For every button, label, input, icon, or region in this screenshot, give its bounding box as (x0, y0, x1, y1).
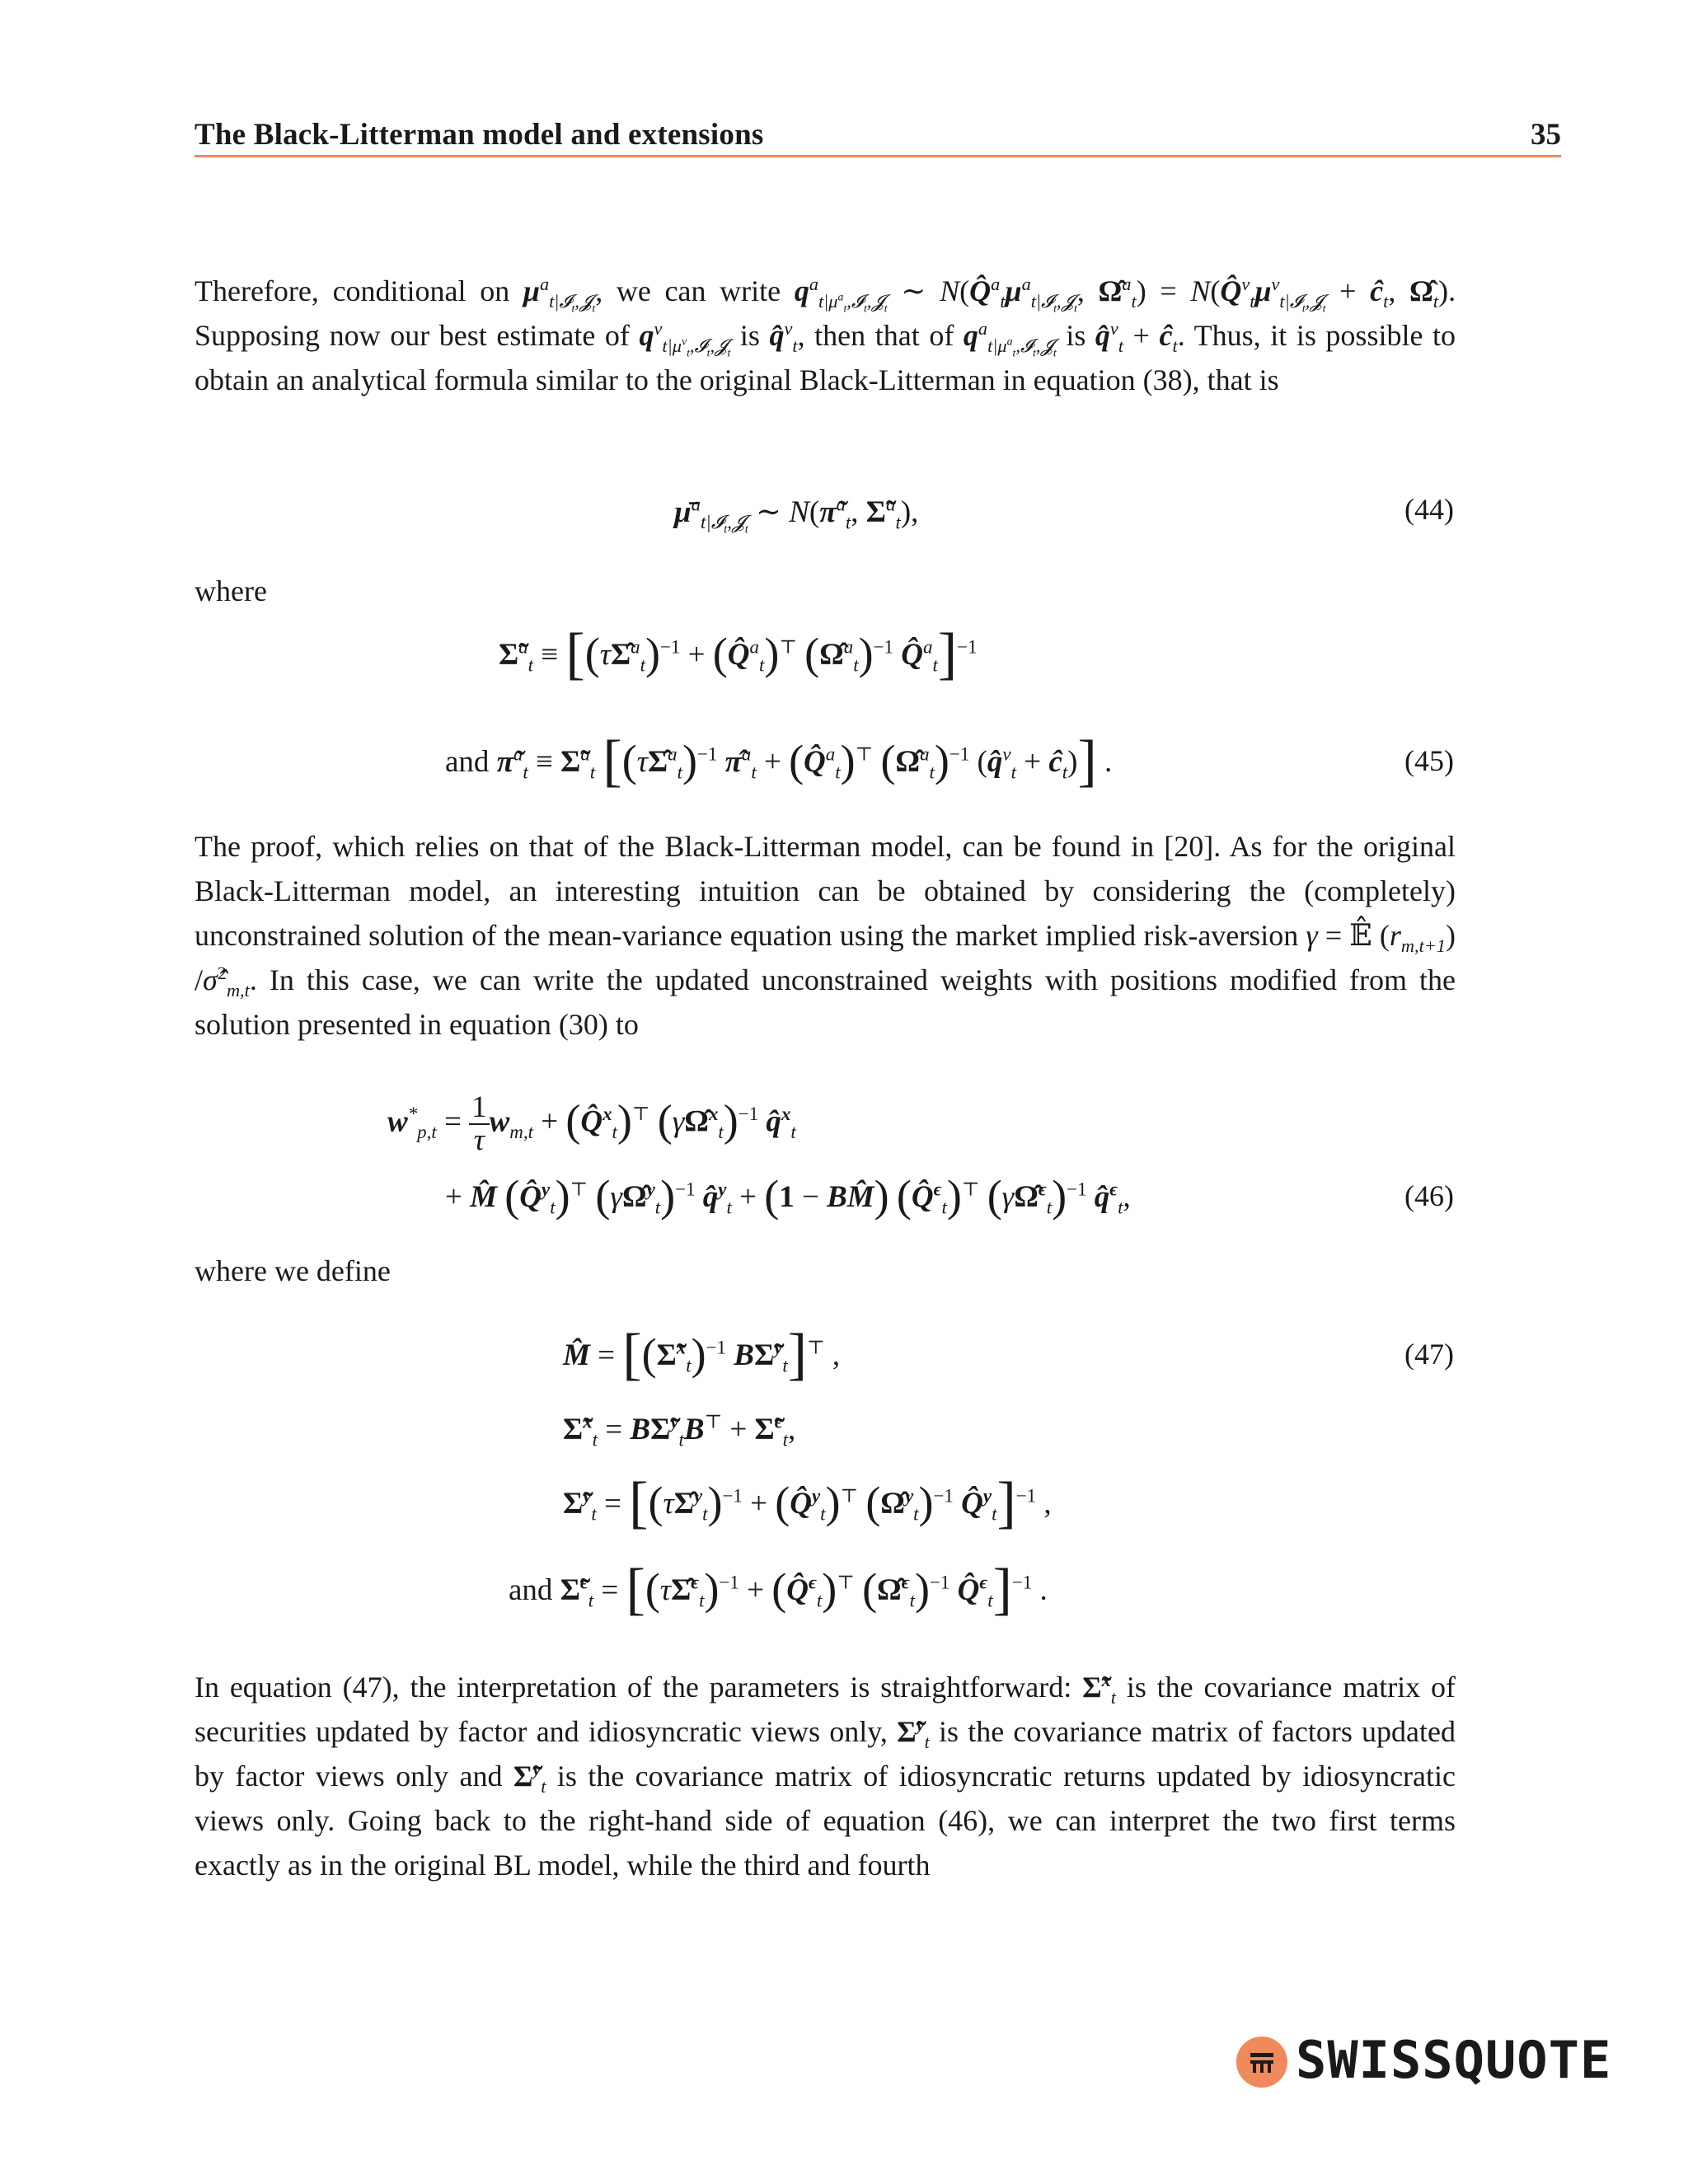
paragraph-2: The proof, which relies on that of the Black-Litterman model, can be found in [20]. As for the original Black-Litterman model, an interesting intuition can be obtained by considering the (completely) unconstrained solution of the mean-variance equation using the market implied risk-aversion γ = 𝔼̂ $(r_{m,t+1})$ /σ̂$^2_{m,t}$. In this case, we can write the updated unconstrained weights with positions modified from the solution presented in equation (30) to (195, 830, 1456, 1041)
equation-45-number: (45) (1404, 744, 1454, 777)
paragraph-3-text-a: In equation (47), the interpretation of the parameters is straightforward: (195, 1671, 1072, 1704)
paragraph-1-text-d: is (739, 319, 760, 352)
header-title: The Black-Litterman model and extensions (195, 118, 764, 152)
running-header (195, 114, 1561, 157)
where-label-2: where we define (195, 1254, 391, 1287)
paragraph-1: Therefore, conditional on $\mu^a_{t|𝓘_t,𝓙_t}$, we can write $q^a_{t|\mu^a_t,𝓘_t,𝓙_t}$ ∼ $N(Q̂^a_t\mu^a_{t|𝓘_t,𝓙_t}$, Ω̂$^a_t$) = $N(Q̂^v_t\mu^v_{t|𝓘_t,𝓙_t}$ + $ĉ_t$, $\Omegâ_t$). Supposing now our best estimate of $q^v_{t|\mu^v_t,𝓘_t,𝓙_t}$ is q̂$^v_t$, then that of $q^a_{t|\mu^a_t,𝓘_t,𝓙_t}$ is q̂$^v_t$ + $ĉ_t$. Thus, it is possible to obtain an analytical formula similar to the original Black-Litterman in equation (38), that is (195, 274, 1456, 396)
equation-44: μ̄$^a_{t|𝓘_t,𝓙_t}$ ∼ N(π̃$^a_t$, Σ̃$^a_t$), (674, 494, 919, 537)
paragraph-2-risk-text: risk-aversion (1143, 919, 1299, 952)
equation-47-line-1: M̂ = [(Σ̃$^x_t$)$^{-1}$ BΣ̃$^y_t$]⊤ , (563, 1323, 841, 1386)
equation-47-line-4: and Σ̃$^\epsilon_t$ = [(τΣ̂$^\epsilon_t$)$^{-1}$ + (Q̂$^\epsilon_t$)⊤ (Ω̂$^\epsilon_t$)$^{-1}$ Q̂$^\epsilon_t$]$^{-1}$ . (509, 1558, 1048, 1621)
equation-47-number: (47) (1404, 1338, 1454, 1371)
swissquote-logo-text: SWISSQUOTE (1296, 2030, 1612, 2090)
swissquote-logo-icon (1236, 2036, 1287, 2088)
paragraph-1-text-g: Thus, it is possible to obtain an analytical formula similar to the original Black-Litterman in equation (38), that is (195, 319, 1456, 396)
paragraph-1-text-c: . Supposing now our best estimate of (195, 274, 1456, 352)
paragraph-3-text-c: is the covariance matrix of factors updated by factor views only and (195, 1715, 1456, 1793)
paragraph-3-text-d: is the covariance matrix of idiosyncratic returns updated by idiosyncratic views only. Going back to the right-hand side of equation (46), we can interpret the two first terms exactly as in the original BL model, while the third and fourth (195, 1760, 1456, 1882)
paragraph-2-text: The proof, which relies on that of the Black-Litterman model, can be found in [20]. As for the original Black-Litterman model, an interesting intuition can be obtained by considering the (completely) unconstrained solution of the mean-variance equation using the market implied (195, 830, 1456, 952)
paragraph-1-text-b: , we can write (595, 274, 781, 307)
paragraph-3: In equation (47), the interpretation of the parameters is straightforward: Σ̃$^x_t$ is the covariance matrix of securities updated by factor and idiosyncratic views only, Σ̃$^y_t$ is the covariance matrix of factors updated by factor views only and Σ̃$^y_t$ is the covariance matrix of idiosyncratic returns updated by idiosyncratic views only. Going back to the right-hand side of equation (46), we can interpret the two first terms exactly as in the original BL model, while the third and fourth (195, 1670, 1456, 1882)
equation-47-line-2: Σ̃$^x_t$ = BΣ̃$^y_t$B⊤ + Σ̃$^\epsilon_t$, (563, 1411, 796, 1451)
equation-46-number: (46) (1404, 1179, 1454, 1212)
equation-46-line-1: $w^*_{p,t}$ = $\frac{1}{\tau}$ $w_{m,t}$ + (Q̂$^x_t$)⊤ (γΩ̂$^x_t$)$^{-1}$ q̂$^x_t$ (387, 1090, 796, 1157)
paragraph-1-text-a: Therefore, conditional on (195, 274, 510, 307)
paragraph-1-text-f: is (1066, 319, 1086, 352)
equation-45-line-1: Σ̃$^a_t$ ≡ [(τΣ̂$^a_t$)$^{-1}$ + (Q̂$^a_t$)⊤ (Ω̂$^a_t$)$^{-1}$ Q̂$^a_t$]$^{-1}$ (499, 622, 978, 686)
page-number: 35 (1531, 118, 1561, 152)
and-word-2: and (509, 1573, 553, 1607)
paragraph-1-text-e: , then that of (797, 319, 954, 352)
paragraph-2-tail-text: . In this case, we can write the updated unconstrained weights with positions modified from the solution presented in equation (30) to (195, 963, 1456, 1041)
and-word-1: and (445, 745, 490, 779)
equation-44-number: (44) (1404, 493, 1454, 526)
paragraph-3-text-b: is the covariance matrix of securities updated by factor and idiosyncratic views only, (195, 1671, 1456, 1748)
equation-47-line-3: Σ̃$^y_t$ = [(τΣ̂$^y_t$)$^{-1}$ + (Q̂$^y_t$)⊤ (Ω̂$^y_t$)$^{-1}$ Q̂$^y_t$]$^{-1}$ , (563, 1471, 1052, 1535)
swissquote-logo (1236, 2030, 1612, 2096)
where-label-1: where (195, 574, 267, 607)
equation-45-line-2: and π̃$^a_t$ ≡ Σ̃$^a_t$ [(τΣ̂$^a_t$)$^{-1}$ π̂$^a_t$ + (Q̂$^a_t$)⊤ (Ω̂$^a_t$)$^{-1}$ (q̂$^v_t$ + $ĉ_t$)] . (445, 729, 1113, 793)
equation-46-line-2: + M̂ (Q̂$^y_t$)⊤ (γΩ̂$^y_t$)$^{-1}$ q̂$^y_t$ + (1 − BM̂) (Q̂$^\epsilon_t$)⊤ (γΩ̂$^\epsilon_t$)$^{-1}$ q̂$^\epsilon_t$, (445, 1171, 1131, 1221)
